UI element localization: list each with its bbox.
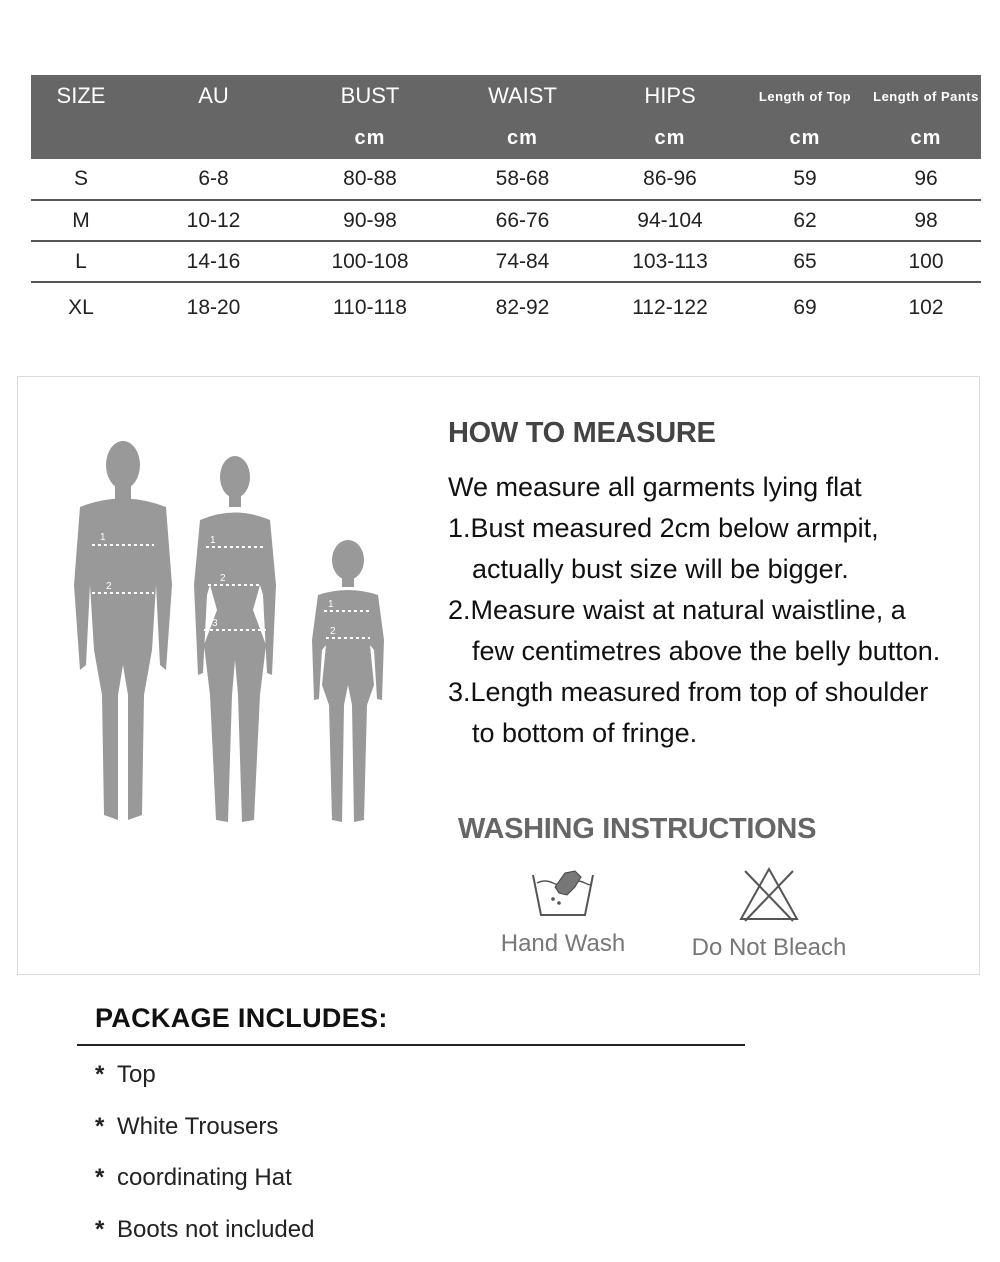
unit-cell <box>31 117 131 159</box>
col-header-waist: WAIST <box>444 75 601 117</box>
hand-wash-item <box>493 865 633 958</box>
table-cell: 103-113 <box>601 241 739 282</box>
package-includes-title: PACKAGE INCLUDES: <box>95 1003 388 1033</box>
item-label: Boots not included <box>117 1215 315 1243</box>
table-cell: 58-68 <box>444 159 601 200</box>
unit-cell <box>131 117 296 159</box>
table-cell: 74-84 <box>444 241 601 282</box>
bullet: * <box>95 1215 105 1243</box>
table-cell: 59 <box>739 159 871 200</box>
table-cell: 112-122 <box>632 296 708 319</box>
woman-figure <box>194 456 276 822</box>
item-label: coordinating Hat <box>117 1164 292 1191</box>
table-cell: XL <box>68 296 94 319</box>
hand-wash-icon <box>531 865 595 919</box>
body-figures-illustration <box>48 435 408 835</box>
table-cell: 14-16 <box>131 241 296 282</box>
marker: 1 <box>100 532 106 543</box>
man-figure <box>74 441 172 820</box>
marker: 1 <box>328 599 334 610</box>
instruction-line: We measure all garments lying flat <box>448 472 862 502</box>
unit-cell: cm <box>739 117 871 159</box>
table-units-row <box>31 117 981 159</box>
table-cell: 90-98 <box>296 200 444 241</box>
list-item <box>95 1056 314 1108</box>
col-header-length-top: Length of Top <box>739 75 871 117</box>
col-header-length-pants: Length of Pants <box>871 75 981 117</box>
table-cell: 98 <box>871 200 981 241</box>
table-cell: 86-96 <box>601 159 739 200</box>
table-cell: L <box>31 241 131 282</box>
instruction-line: 3.Length measured from top of shoulder <box>448 677 929 707</box>
unit-cell: cm <box>871 117 981 159</box>
item-label: Top <box>117 1061 156 1088</box>
col-header-bust: BUST <box>296 75 444 117</box>
table-cell: 69 <box>793 296 817 319</box>
instruction-line: 1.Bust measured 2cm below armpit, <box>448 513 879 543</box>
bullet: * <box>95 1112 105 1140</box>
table-row <box>31 241 981 282</box>
table-cell: 94-104 <box>601 200 739 241</box>
no-bleach-item <box>683 865 855 962</box>
marker: 2 <box>220 573 226 584</box>
table-cell: 80-88 <box>296 159 444 200</box>
col-header-size: SIZE <box>31 75 131 117</box>
marker: 3 <box>212 618 218 629</box>
divider <box>77 1044 745 1046</box>
bullet: * <box>95 1164 105 1191</box>
table-cell: 100-108 <box>296 241 444 282</box>
unit-cell: cm <box>444 117 601 159</box>
table-cell: 65 <box>739 241 871 282</box>
how-to-measure-text <box>448 467 988 754</box>
table-cell: 100 <box>871 241 981 282</box>
how-to-measure-panel <box>17 376 980 975</box>
list-item <box>95 1159 314 1211</box>
table-row <box>31 282 981 333</box>
table-cell: 102 <box>908 296 944 319</box>
table-cell: M <box>31 200 131 241</box>
table-cell: 10-12 <box>131 200 296 241</box>
instruction-line: 2.Measure waist at natural waistline, a <box>448 595 906 625</box>
no-bleach-icon <box>737 865 801 923</box>
instruction-line: few centimetres above the belly button. <box>472 636 941 666</box>
washing-instructions-title: WASHING INSTRUCTIONS <box>458 813 817 845</box>
table-cell: 82-92 <box>495 296 550 319</box>
marker: 2 <box>330 626 336 637</box>
unit-cell: cm <box>296 117 444 159</box>
bullet: * <box>95 1061 105 1088</box>
table-header-row <box>31 75 981 117</box>
item-label: White Trousers <box>117 1112 279 1140</box>
table-cell: 62 <box>739 200 871 241</box>
package-list <box>95 1056 314 1262</box>
list-item <box>95 1108 314 1160</box>
list-item <box>95 1211 314 1262</box>
marker: 1 <box>210 535 216 546</box>
marker: 2 <box>106 581 112 592</box>
child-figure <box>312 540 384 822</box>
size-chart-table <box>31 75 981 333</box>
table-cell: 66-76 <box>444 200 601 241</box>
instruction-line: actually bust size will be bigger. <box>472 554 849 584</box>
table-cell: 6-8 <box>131 159 296 200</box>
instruction-line: to bottom of fringe. <box>472 718 698 748</box>
table-cell: 96 <box>871 159 981 200</box>
col-header-hips: HIPS <box>601 75 739 117</box>
col-header-au: AU <box>131 75 296 117</box>
table-cell: 110-118 <box>333 296 407 319</box>
table-row <box>31 159 981 200</box>
how-to-measure-title: HOW TO MEASURE <box>448 417 716 449</box>
table-cell: S <box>31 159 131 200</box>
no-bleach-label: Do Not Bleach <box>691 934 847 961</box>
table-row <box>31 200 981 241</box>
table-cell: 18-20 <box>186 296 241 319</box>
unit-cell: cm <box>601 117 739 159</box>
hand-wash-label: Hand Wash <box>500 930 626 957</box>
